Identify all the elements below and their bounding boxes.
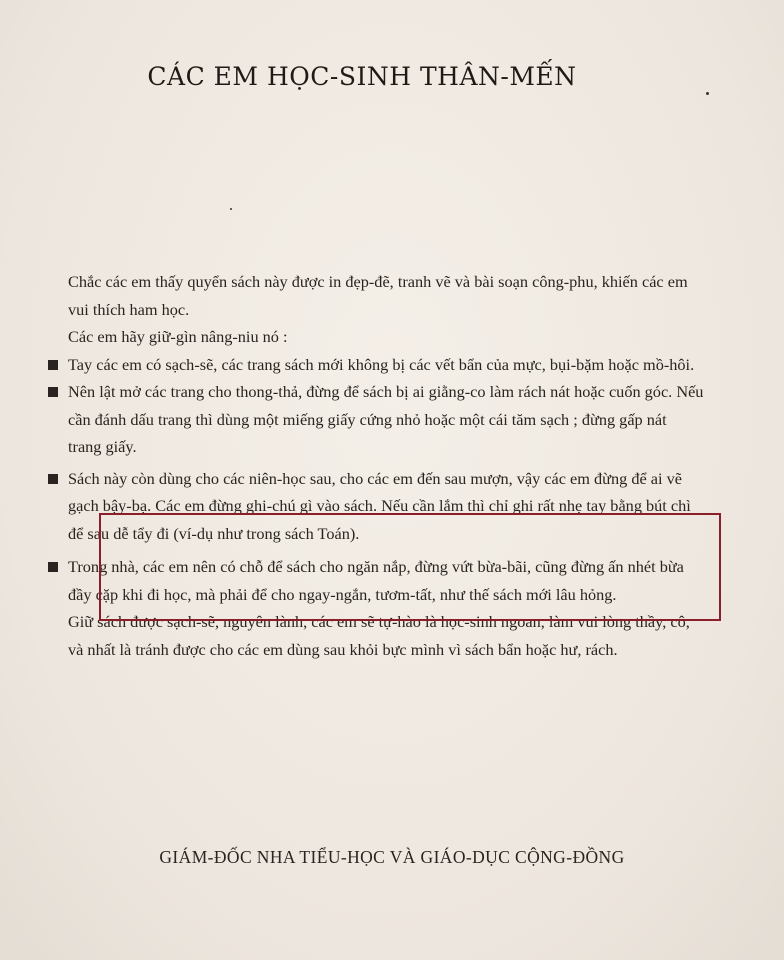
footer-signature: GIÁM-ĐỐC NHA TIỂU-HỌC VÀ GIÁO-DỤC CỘNG-ĐỒNG bbox=[159, 847, 625, 867]
bullet-text: Nên lật mở các trang cho thong-thả, đừng để sách bị ai giằng-co làm rách nát hoặc cuốn góc. Nếu cần đánh dấu trang thì dùng một miếng giấy cứng nhỏ hoặc một cái tăm sạch ; đừng gấp nát trang giấy. bbox=[68, 382, 704, 456]
bullet-text: Tay các em có sạch-sẽ, các trang sách mới không bị các vết bẩn của mực, bụi-bặm hoặc mồ-hôi. bbox=[68, 354, 695, 374]
bullet-item-1 bbox=[4, 351, 704, 379]
square-bullet-icon bbox=[48, 562, 58, 572]
intro-paragraph: Chắc các em thấy quyển sách này được in đẹp-đẽ, tranh vẽ và bài soạn công-phu, khiến các em vui thích ham học. bbox=[68, 272, 688, 319]
square-bullet-icon bbox=[48, 360, 58, 370]
highlight-box bbox=[99, 513, 721, 621]
bullet-text: Sách này còn dùng cho các niên-học sau, cho các em đến sau mượn, vậy các em đừng để ai vẽ gạch bậy-bạ. Các em đừng ghi-chú gì vào sách. Nếu cần lắm thì chỉ ghi rất nhẹ tay bằng bút chì để sau dễ tẩy đi (ví-dụ như trong sách Toán). bbox=[68, 468, 691, 543]
page-title: CÁC EM HỌC-SINH THÂN-MẾN bbox=[147, 62, 577, 91]
ink-speck bbox=[706, 92, 709, 95]
ink-speck bbox=[230, 208, 232, 210]
square-bullet-icon bbox=[48, 387, 58, 397]
lead-paragraph: Các em hãy giữ-gìn nâng-niu nó : bbox=[68, 327, 288, 346]
bullet-text: Trong nhà, các em nên có chỗ để sách cho ngăn nắp, đừng vứt bừa-bãi, cũng đừng ấn nhét bừa đầy cặp khi đi học, mà phải để cho ngay-ngắn, tươm-tất, như thế sách mới lâu hỏng. bbox=[68, 557, 684, 604]
square-bullet-icon bbox=[48, 474, 58, 484]
bullet-item-2 bbox=[4, 378, 704, 461]
closing-paragraph: Giữ sách được sạch-sẽ, nguyên lành, các em sẽ tự-hào là học-sinh ngoan, làm vui lòng thầy, cô, và nhất là tránh được cho các em dùng sau khỏi bực mình vì sách bẩn hoặc hư, rách. bbox=[68, 612, 690, 659]
